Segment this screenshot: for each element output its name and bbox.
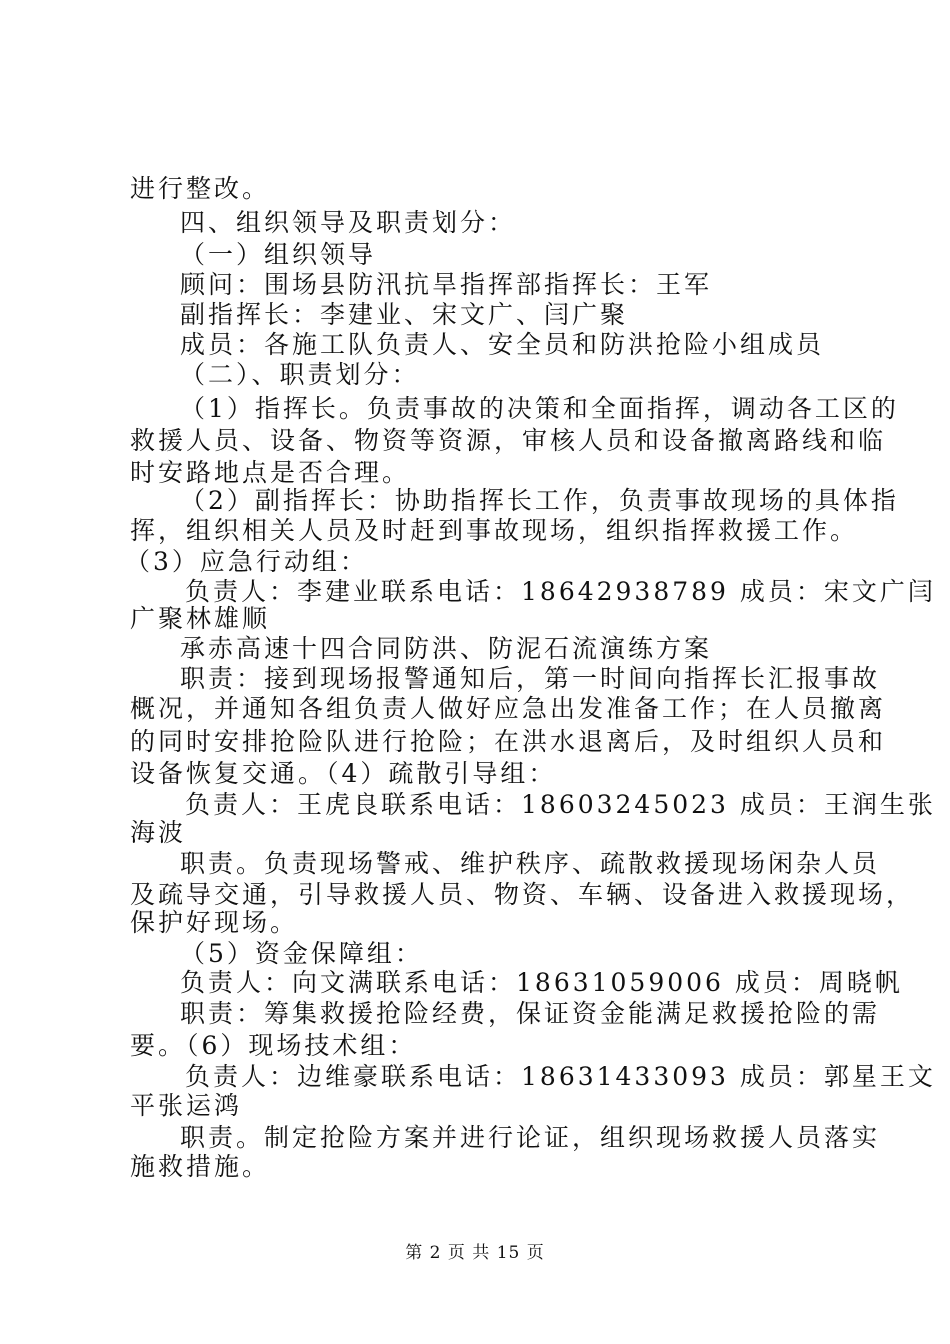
text-line: 负责人：向文满联系电话：18631059006 成员：周晓帆 [180,968,903,997]
text-line: 负责人：边维豪联系电话：18631433093 成员：郭星王文 [185,1062,936,1091]
text-line: 进行整改。 [130,174,271,203]
text-line: 职责。负责现场警戒、维护秩序、疏散救援现场闲杂人员 [180,849,881,878]
text-line: 挥，组织相关人员及时赶到事故现场，组织指挥救援工作。 [130,516,859,545]
text-line: 救援人员、设备、物资等资源，审核人员和设备撤离路线和临 [130,426,887,455]
text-line: 成员：各施工队负责人、安全员和防洪抢险小组成员 [180,330,825,359]
subsection-heading: （一）组织领导 [180,240,377,269]
text-line: 平张运鸿 [130,1091,243,1120]
text-line: 广聚林雄顺 [130,604,271,633]
text-line: （3）应急行动组： [125,547,368,576]
document-title-line: 承赤高速十四合同防洪、防泥石流演练方案 [180,634,713,663]
text-line: （1）指挥长。负责事故的决策和全面指挥，调动各工区的 [180,394,899,423]
text-line: 副指挥长：李建业、宋文广、闫广聚 [180,300,629,329]
text-line: （5）资金保障组： [180,939,423,968]
text-line: 及疏导交通，引导救援人员、物资、车辆、设备进入救援现场， [130,880,915,909]
text-line: 施救措施。 [130,1152,271,1181]
section-heading: 四、组织领导及职责划分： [180,208,517,237]
text-line: 海波 [130,818,187,847]
text-line: 职责。制定抢险方案并进行论证，组织现场救援人员落实 [180,1123,881,1152]
text-line: 职责：筹集救援抢险经费，保证资金能满足救援抢险的需 [180,999,881,1028]
text-line: （2）副指挥长：协助指挥长工作，负责事故现场的具体指 [180,486,899,515]
text-line: 设备恢复交通。（4）疏散引导组： [130,759,557,788]
text-line: 概况，并通知各组负责人做好应急出发准备工作；在人员撤离 [130,694,887,723]
text-line: 负责人：李建业联系电话：18642938789 成员：宋文广闫 [185,577,936,606]
text-line: 负责人：王虎良联系电话：18603245023 成员：王润生张 [185,790,936,819]
text-line: 顾问：围场县防汛抗旱指挥部指挥长：王军 [180,270,713,299]
text-line: 职责：接到现场报警通知后，第一时间向指挥长汇报事故 [180,664,881,693]
text-line: 的同时安排抢险队进行抢险；在洪水退离后，及时组织人员和 [130,727,887,756]
text-line: 要。（6）现场技术组： [130,1031,417,1060]
text-line: 时安路地点是否合理。 [130,458,411,487]
page-footer: 第 2 页 共 15 页 [405,1243,545,1263]
subsection-heading: （二）、职责划分： [180,360,420,389]
text-line: 保护好现场。 [130,908,299,937]
